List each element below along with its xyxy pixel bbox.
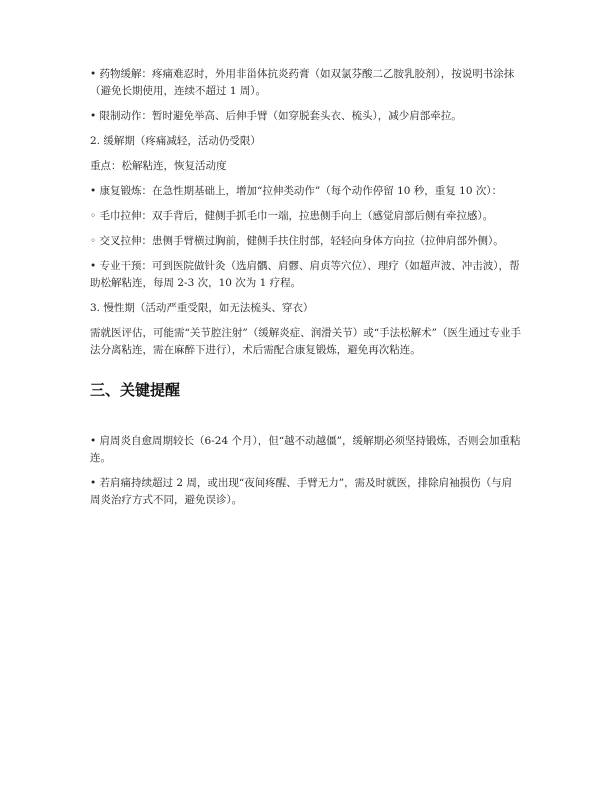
bullet-medication: • 药物缓解：疼痛难忍时，外用非甾体抗炎药膏（如双氯芬酸二乙胺乳胶剂），按说明书涂抹（避免长期使用，连续不超过 1 周）。 (90, 68, 515, 97)
stage2-title: 2. 缓解期（疼痛减轻，活动仍受限） (90, 135, 261, 147)
bullet-seek-care: • 若肩痛持续超过 2 周，或出现“夜间疼醒、手臂无力”，需及时就医，排除肩袖损伤（与肩周炎治疗方式不同，避免误诊）。 (90, 477, 513, 506)
bullet-self-healing: • 肩周炎自愈周期较长（6-24 个月），但“越不动越僵”，缓解期必须坚持锻炼，否则会加重粘连。 (90, 435, 521, 464)
document-body (90, 66, 522, 517)
subbullet-towel-stretch: ◦ 毛巾拉伸：双手背后，健侧手抓毛巾一端，拉患侧手向上（感觉肩部后侧有牵拉感）。 (90, 210, 494, 222)
stage3-body: 需就医评估，可能需“关节腔注射”（缓解炎症、润滑关节）或“手法松解术”（医生通过专业手法分离粘连，需在麻醉下进行），术后需配合康复锻炼，避免再次粘连。 (90, 327, 521, 356)
bullet-restrict-movement: • 限制动作：暂时避免举高、后伸手臂（如穿脱套头衣、梳头），减少肩部牵拉。 (90, 110, 462, 122)
bullet-rehab-exercise: • 康复锻炼：在急性期基础上，增加“拉伸类动作”（每个动作停留 10 秒，重复 10 次）： (90, 185, 503, 197)
section-heading-key-reminders: 三、关键提醒 (90, 381, 181, 399)
subbullet-cross-stretch: ◦ 交叉拉伸：患侧手臂横过胸前，健侧手扶住肘部，轻轻向身体方向拉（拉伸肩部外侧）。 (90, 235, 504, 247)
stage3-title: 3. 慢性期（活动严重受限，如无法梳头、穿衣） (90, 302, 314, 314)
bullet-professional-intervention: • 专业干预：可到医院做针灸（选肩髃、肩髎、肩贞等穴位）、理疗（如超声波、冲击波），帮助松解粘连，每周 2-3 次，10 次为 1 疗程。 (90, 260, 520, 289)
stage2-focus: 重点：松解粘连，恢复活动度 (90, 160, 227, 172)
